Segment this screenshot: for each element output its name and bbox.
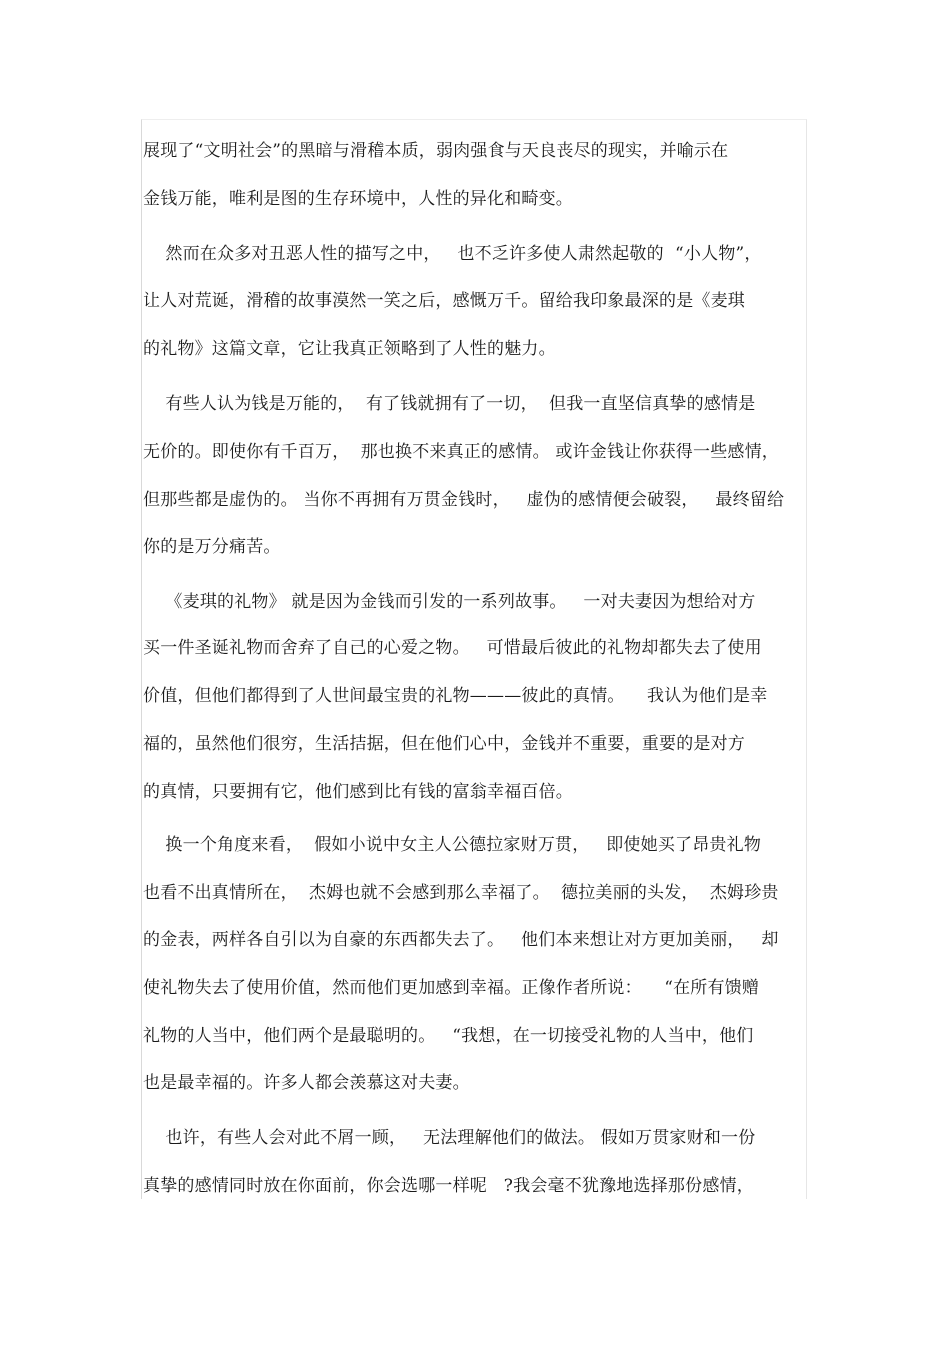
text-line: 也许，有些人会对此不屑一顾， 无法理解他们的做法。 假如万贯家财和一份 <box>143 1128 756 1148</box>
text-line: 使礼物失去了使用价值，然而他们更加感到幸福。正像作者所说： “在所有馈赠 <box>143 978 760 998</box>
text-line: 的金表，两样各自引以为自豪的东西都失去了。 他们本来想让对方更加美丽， 却 <box>143 930 779 950</box>
text-line: 让人对荒诞，滑稽的故事漠然一笑之后，感慨万千。留给我印象最深的是《麦琪 <box>143 291 745 311</box>
text-line: 的礼物》这篇文章，它让我真正领略到了人性的魅力。 <box>143 339 556 359</box>
text-line: 你的是万分痛苦。 <box>143 537 281 557</box>
text-line: 换一个角度来看， 假如小说中女主人公德拉家财万贯， 即使她买了昂贵礼物 <box>143 835 762 855</box>
text-line: 也是最幸福的。许多人都会羡慕这对夫妻。 <box>143 1073 470 1093</box>
text-line: 礼物的人当中，他们两个是最聪明的。 “我想，在一切接受礼物的人当中，他们 <box>143 1026 754 1046</box>
text-line: 也看不出真情所在， 杰姆也就不会感到那么幸福了。 德拉美丽的头发， 杰姆珍贵 <box>143 883 779 903</box>
text-line: 然而在众多对丑恶人性的描写之中， 也不乏许多使人肃然起敬的 “小人物”， <box>143 244 762 264</box>
text-line: 福的，虽然他们很穷，生活拮据，但在他们心中，金钱并不重要，重要的是对方 <box>143 734 745 754</box>
text-line: 《麦琪的礼物》 就是因为金钱而引发的一系列故事。 一对夫妻因为想给对方 <box>143 592 756 612</box>
text-line: 的真情，只要拥有它，他们感到比有钱的富翁幸福百倍。 <box>143 782 573 802</box>
text-line: 展现了“文明社会”的黑暗与滑稽本质，弱肉强食与天良丧尽的现实，并喻示在 <box>143 141 729 161</box>
text-line: 真挚的感情同时放在你面前，你会选哪一样呢 ?我会毫不犹豫地选择那份感情， <box>143 1176 754 1196</box>
text-line: 有些人认为钱是万能的， 有了钱就拥有了一切， 但我一直坚信真挚的感情是 <box>143 394 756 414</box>
text-line: 但那些都是虚伪的。 当你不再拥有万贯金钱时， 虚伪的感情便会破裂， 最终留给 <box>143 490 785 510</box>
text-line: 价值，但他们都得到了人世间最宝贵的礼物———彼此的真情。 我认为他们是幸 <box>143 686 768 706</box>
text-line: 金钱万能，唯利是图的生存环境中，人性的异化和畸变。 <box>143 189 573 209</box>
text-line: 买一件圣诞礼物而舍弃了自己的心爱之物。 可惜最后彼此的礼物却都失去了使用 <box>143 638 762 658</box>
text-line: 无价的。即使你有千百万， 那也换不来真正的感情。 或许金钱让你获得一些感情， <box>143 442 780 462</box>
